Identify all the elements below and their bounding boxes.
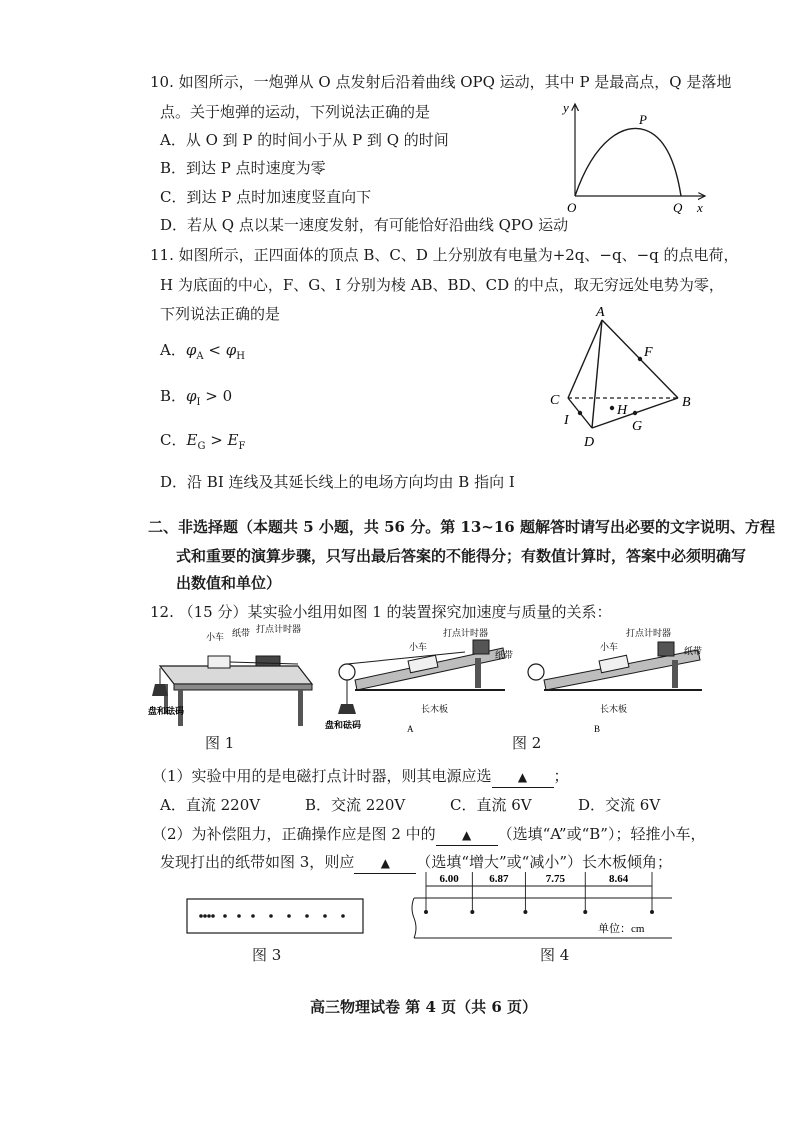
q11-option-a: A．$\varphi_A < \varphi_H$ xyxy=(160,341,245,362)
q12-part2-text-d: （选填“增大”或“减小”）长木板倾角； xyxy=(416,853,673,871)
q10-option-b: B．到达 P 点时速度为零 xyxy=(160,159,326,177)
tape-dot xyxy=(305,914,309,918)
graph-x-label: x xyxy=(697,200,703,215)
table-leg xyxy=(298,690,303,726)
q12-part2-text-a: （2）为补偿阻力，正确操作应是图 2 中的 xyxy=(152,825,436,843)
pulley xyxy=(528,664,544,680)
q12-part1-blank: ▲ xyxy=(492,767,554,788)
q12-part2-text-b: （选填“A”或“B”）；轻推小车， xyxy=(497,825,706,843)
graph-q-label: Q xyxy=(673,200,683,215)
q11-stem-line1: 11. 如图所示，正四面体的顶点 B、C、D 上分别放有电量为+2q、−q、−q 的点电荷， xyxy=(150,246,739,264)
timer xyxy=(256,656,280,666)
measure-value: 8.64 xyxy=(609,873,629,885)
tape-dot xyxy=(470,910,474,914)
q12-part2-line1 xyxy=(152,824,705,846)
tape-dot xyxy=(523,910,527,914)
fig2a-label-a: A xyxy=(407,724,414,734)
label-f: F xyxy=(644,345,653,360)
point-i xyxy=(578,411,582,415)
label-a: A xyxy=(596,305,605,320)
label-i: I xyxy=(564,413,569,428)
q12-figure-3 xyxy=(185,893,365,939)
point-f xyxy=(638,357,642,361)
q12-part1 xyxy=(152,766,569,788)
q10-option-d: D．若从 Q 点以某一速度发射，有可能恰好沿曲线 QPO 运动 xyxy=(160,216,569,234)
tape-dot xyxy=(237,914,241,918)
fig1-tape-label: 纸带 xyxy=(232,628,251,638)
q12-part2-text-c: 发现打出的纸带如图 3，则应 xyxy=(160,853,355,871)
fig2a-cart-label: 小车 xyxy=(409,642,428,652)
q11-option-c: C．$E_G > E_F$ xyxy=(160,431,246,452)
table-top xyxy=(160,666,312,684)
section2-line3: 出数值和单位） xyxy=(176,574,282,592)
point-g xyxy=(633,411,637,415)
label-g: G xyxy=(632,419,643,434)
graph-o-label: O xyxy=(567,200,577,215)
fig2b-board-label: 长木板 xyxy=(600,704,628,714)
measure-value: 6.00 xyxy=(439,873,459,885)
q12-figure-2b xyxy=(520,628,710,740)
tape-dot xyxy=(583,910,587,914)
q10-option-c: C．到达 P 点时加速度竖直向下 xyxy=(160,188,372,206)
q10-trajectory-graph xyxy=(555,98,715,216)
label-c: C xyxy=(550,393,560,408)
graph-p-label: P xyxy=(639,112,647,127)
q11-stem-line2: H 为底面的中心，F、G、I 分别为棱 AB、BD、CD 的中点，取无穷远处电势为零， xyxy=(160,276,724,294)
q10-stem-line2: 点。关于炮弹的运动，下列说法正确的是 xyxy=(160,103,431,121)
fig2b-timer-label: 打点计时器 xyxy=(626,628,672,638)
tape-dot xyxy=(207,914,211,918)
board-support xyxy=(475,658,481,688)
fig1-timer-label: 打点计时器 xyxy=(256,624,302,634)
fig2a-board-label: 长木板 xyxy=(421,704,449,714)
label-d: D xyxy=(584,435,595,450)
tape-dot xyxy=(287,914,291,918)
cart xyxy=(208,656,230,668)
q12-part2-blank-1: ▲ xyxy=(436,825,498,846)
tape-dot xyxy=(341,914,345,918)
q11-option-d: D．沿 BI 连线及其延长线上的电场方向均由 B 指向 I xyxy=(160,473,515,491)
table-edge xyxy=(174,684,312,690)
q12-figure-1 xyxy=(148,622,318,730)
pulley xyxy=(339,664,355,680)
fig2a-tape-label: 纸带 xyxy=(495,650,514,660)
q10-option-a: A．从 O 到 P 的时间小于从 P 到 Q 的时间 xyxy=(160,131,449,149)
q12-part1-end: ； xyxy=(553,767,569,785)
tape-dot xyxy=(223,914,227,918)
q12-figure-2a xyxy=(325,628,515,740)
label-h: H xyxy=(617,403,628,418)
tape-dot xyxy=(251,914,255,918)
tape-dot xyxy=(323,914,327,918)
graph-y-label: y xyxy=(563,100,569,115)
section2-line1: 二、非选择题（本题共 5 小题，共 56 分。第 13~16 题解答时请写出必要的文字说明、方程 xyxy=(148,518,775,536)
tape-dot xyxy=(211,914,215,918)
q12-part2-blank-2: ▲ xyxy=(354,853,416,874)
q12-part1-text: （1）实验中用的是电磁打点计时器，则其电源应选 xyxy=(152,767,492,785)
fig1-cart-label: 小车 xyxy=(206,632,225,642)
timer xyxy=(473,640,489,654)
edge-ac xyxy=(568,320,602,398)
q11-tetrahedron-diagram xyxy=(540,300,715,455)
fig2b-cart-label: 小车 xyxy=(600,642,619,652)
tape-dot xyxy=(199,914,203,918)
q10-stem-line1: 10. 如图所示，一炮弹从 O 点发射后沿着曲线 OPQ 运动，其中 P 是最高点，Q 是落地 xyxy=(150,73,732,91)
fig4-caption: 图 4 xyxy=(540,946,570,964)
tape-dot xyxy=(203,914,207,918)
q12-part1-option-b: B．交流 220V xyxy=(305,796,406,814)
fig3-caption: 图 3 xyxy=(252,946,282,964)
fig2b-tape-label: 纸带 xyxy=(684,646,703,656)
q12-figure-4 xyxy=(410,868,675,940)
tape-dot xyxy=(424,910,428,914)
trajectory-curve xyxy=(575,128,681,196)
section2-line2: 式和重要的演算步骤，只写出最后答案的不能得分；有数值计算时，答案中必须明确写 xyxy=(176,547,747,565)
board-support xyxy=(672,660,678,688)
tape-measure-marks xyxy=(424,872,654,914)
timer xyxy=(658,642,674,656)
tape-dot xyxy=(269,914,273,918)
edge-ad xyxy=(592,320,602,428)
q11-stem-line3: 下列说法正确的是 xyxy=(160,305,281,323)
fig2-caption: 图 2 xyxy=(512,734,542,752)
q12-part1-option-a: A．直流 220V xyxy=(160,796,261,814)
fig4-unit-label: 单位：cm xyxy=(598,923,645,935)
q12-stem: 12. （15 分）某实验小组用如图 1 的装置探究加速度与质量的关系： xyxy=(150,603,612,621)
q11-option-b: B．$\varphi_I > 0$ xyxy=(160,387,233,408)
fig2b-label-b: B xyxy=(594,724,601,734)
q12-part1-option-c: C．直流 6V xyxy=(450,796,532,814)
fig1-caption: 图 1 xyxy=(205,734,235,752)
point-h xyxy=(610,406,614,410)
tape-dot xyxy=(650,910,654,914)
measure-value: 7.75 xyxy=(545,873,565,885)
q12-part1-option-d: D．交流 6V xyxy=(578,796,661,814)
fig1-weights-label: 盘和砝码 xyxy=(148,706,185,716)
fig2a-timer-label: 打点计时器 xyxy=(443,628,489,638)
weights xyxy=(338,704,356,714)
fig2a-weights-label: 盘和砝码 xyxy=(325,720,362,730)
page-footer: 高三物理试卷 第 4 页（共 6 页） xyxy=(310,998,537,1016)
tape-break-left xyxy=(412,898,416,938)
measure-value: 6.87 xyxy=(489,873,509,885)
label-b: B xyxy=(682,395,691,410)
